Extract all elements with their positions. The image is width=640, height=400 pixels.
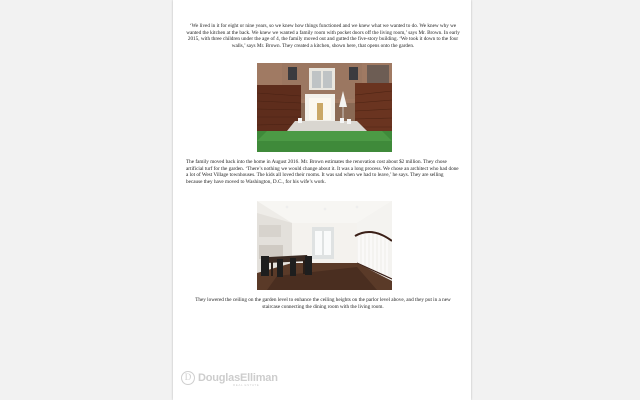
dining-room-photo <box>257 201 392 290</box>
garden-photo <box>257 63 392 152</box>
watermark-logo <box>181 371 278 385</box>
document-page <box>173 0 471 400</box>
paragraph-2: The family moved back into the home in August 2016. Mr. Brown estimates the renovation cost about $2 million. They chose artificial turf for the garden. ‘There’s nothing we would change about it. It was a long process. We chose an architect who had done a lot of West Village townhouses. The kids all loved their rooms. It was sad when we had to leave,’ he says. They are selling because they have moved to Washington, D.C., for his wife’s work. <box>186 159 459 185</box>
watermark-sub: REAL ESTATE <box>233 383 260 387</box>
paragraph-1: ‘We lived in it for eight or nine years, so we knew how things functioned and we knew what we wanted to do. We knew why we wanted the kitchen at the back. We knew we wanted a family room with pocket doors off the living room,’ says Mr. Brown. In early 2015, with three children under the age of 4, the family moved out and gutted the five-story building. ‘We took it down to the four walls,’ says Mr. Brown. They created a kitchen, shown here, that opens onto the garden. <box>186 23 460 49</box>
garden-photo-image <box>257 63 392 152</box>
paragraph-3: They lowered the ceiling on the garden level to enhance the ceiling heights on the parlor level above, and they put in a new staircase connecting the dining room with the living room. <box>195 297 451 310</box>
dining-room-photo-image <box>257 201 392 290</box>
watermark-brand: DouglasElliman <box>198 372 278 384</box>
douglas-elliman-logo-icon: D <box>181 371 195 385</box>
